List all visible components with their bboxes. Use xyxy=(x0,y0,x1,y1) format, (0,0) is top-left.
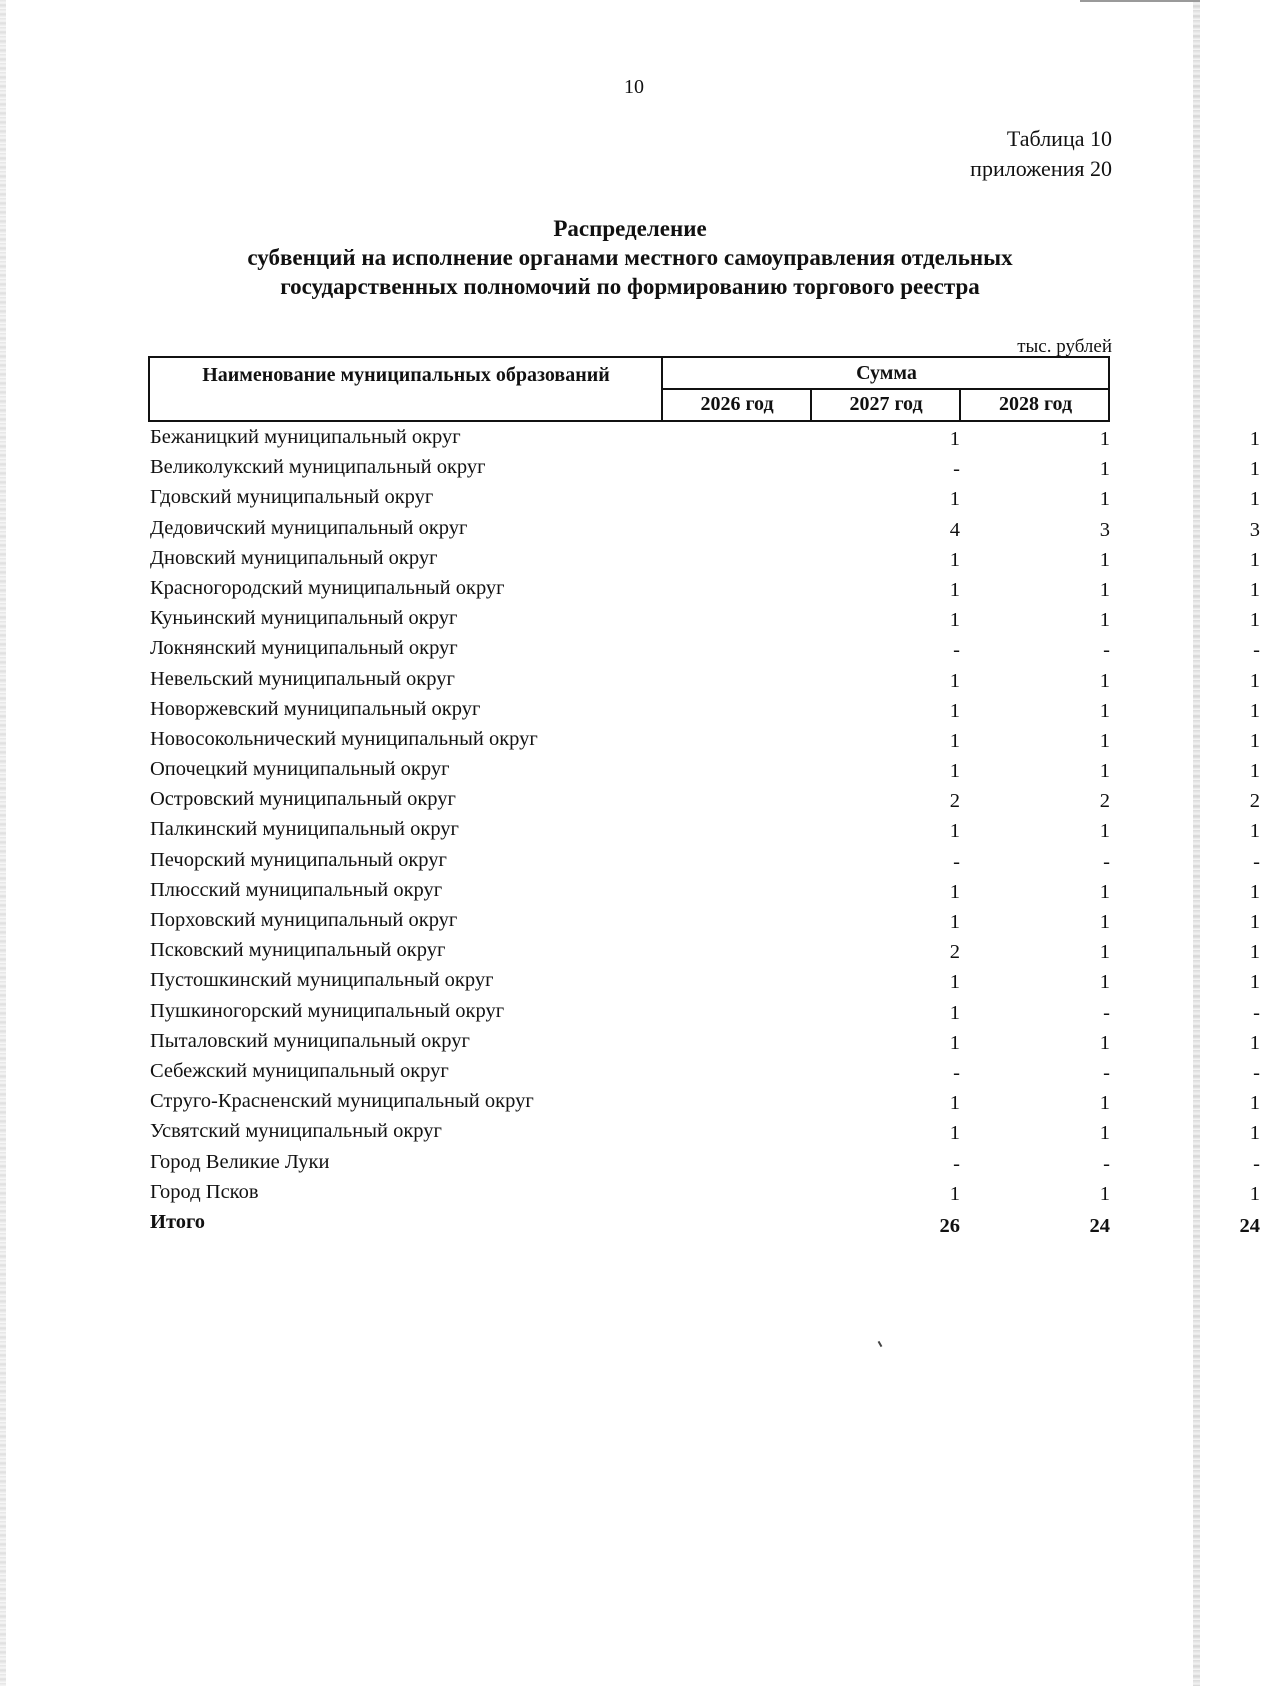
value-2027: 1 xyxy=(1099,1122,1110,1145)
value-2027: - xyxy=(1103,1152,1110,1175)
value-2027: 1 xyxy=(1099,971,1110,994)
value-2028: 1 xyxy=(1249,488,1260,511)
value-2027: 1 xyxy=(1099,428,1110,450)
table-row xyxy=(148,814,1260,844)
value-2026: 1 xyxy=(949,880,960,903)
value-2027: 1 xyxy=(1099,880,1110,903)
value-2028: - xyxy=(1253,639,1260,662)
table-row xyxy=(148,1056,1260,1086)
page-number: 10 xyxy=(624,76,644,98)
table-row xyxy=(148,845,1260,875)
table-row xyxy=(148,1026,1260,1056)
municipality-name: Плюсский муниципальный округ xyxy=(150,878,443,901)
value-2028: 1 xyxy=(1249,760,1260,783)
value-2028: - xyxy=(1253,1152,1260,1175)
value-2026: 1 xyxy=(949,1122,960,1145)
units-label: тыс. рублей xyxy=(1017,336,1112,357)
value-2026: 1 xyxy=(949,1182,960,1205)
total-2027: 24 xyxy=(1089,1214,1110,1237)
value-2027: 1 xyxy=(1099,1182,1110,1205)
value-2027: 1 xyxy=(1099,669,1110,692)
municipality-name: Пушкиногорский муниципальный округ xyxy=(150,999,505,1022)
municipality-name: Дедовичский муниципальный округ xyxy=(150,516,468,539)
header-year-2028: 2028 год xyxy=(959,388,1110,420)
municipality-name: Пыталовский муниципальный округ xyxy=(150,1029,470,1052)
title-line-1: Распределение xyxy=(553,216,707,241)
scan-edge-top xyxy=(1080,0,1200,2)
scan-speck xyxy=(878,1341,883,1347)
document-title xyxy=(150,214,1110,301)
header-year-2026: 2026 год xyxy=(661,388,811,420)
value-2026: 2 xyxy=(949,941,960,964)
table-row xyxy=(148,573,1260,603)
table-row xyxy=(148,754,1260,784)
table-row xyxy=(148,965,1260,995)
value-2028: 1 xyxy=(1249,428,1260,450)
table-row xyxy=(148,724,1260,754)
municipality-name: Палкинский муниципальный округ xyxy=(150,818,459,841)
table-row xyxy=(148,664,1260,694)
header-municipality-name: Наименование муниципальных образований xyxy=(202,364,610,386)
table-row xyxy=(148,905,1260,935)
municipality-name: Опочецкий муниципальный округ xyxy=(150,758,450,781)
title-line-3: государственных полномочий по формированию торгового реестра xyxy=(280,274,980,299)
value-2026: 1 xyxy=(949,669,960,692)
municipality-name: Красногородский муниципальный округ xyxy=(150,576,505,599)
value-2027: 3 xyxy=(1099,518,1110,541)
municipality-name: Островский муниципальный округ xyxy=(150,788,456,811)
value-2028: 1 xyxy=(1249,1122,1260,1145)
value-2028: 1 xyxy=(1249,820,1260,843)
value-2026: 1 xyxy=(949,1001,960,1024)
value-2027: 1 xyxy=(1099,941,1110,964)
value-2026: 1 xyxy=(949,488,960,511)
value-2026: 1 xyxy=(949,820,960,843)
table-total-row xyxy=(148,1207,1260,1237)
value-2028: 1 xyxy=(1249,548,1260,571)
value-2026: 1 xyxy=(949,1031,960,1054)
value-2026: 1 xyxy=(949,609,960,632)
value-2027: - xyxy=(1103,850,1110,873)
total-2028: 24 xyxy=(1239,1214,1260,1237)
municipality-name: Дновский муниципальный округ xyxy=(150,546,438,569)
value-2026: 2 xyxy=(949,790,960,813)
value-2026: 1 xyxy=(949,578,960,601)
value-2026: 1 xyxy=(949,428,960,450)
value-2028: 1 xyxy=(1249,971,1260,994)
value-2028: - xyxy=(1253,1061,1260,1084)
value-2027: 1 xyxy=(1099,911,1110,933)
municipality-name: Усвятский муниципальный округ xyxy=(150,1120,442,1143)
table-row xyxy=(148,1177,1260,1207)
table-row xyxy=(148,422,1260,452)
value-2027: 2 xyxy=(1099,790,1110,813)
table-body xyxy=(148,422,1260,1237)
table-row xyxy=(148,452,1260,482)
value-2028: 1 xyxy=(1249,880,1260,903)
table-row xyxy=(148,543,1260,573)
value-2027: 1 xyxy=(1099,1092,1110,1115)
value-2026: 1 xyxy=(949,971,960,994)
value-2028: 1 xyxy=(1249,578,1260,601)
value-2027: 1 xyxy=(1099,729,1110,752)
value-2028: - xyxy=(1253,1001,1260,1024)
value-2026: - xyxy=(953,1061,960,1084)
scan-edge-right xyxy=(1193,0,1200,1686)
value-2027: 1 xyxy=(1099,699,1110,722)
value-2028: 1 xyxy=(1249,1031,1260,1054)
value-2028: 1 xyxy=(1249,729,1260,752)
municipality-name: Город Псков xyxy=(150,1180,259,1203)
municipality-name: Себежский муниципальный округ xyxy=(150,1059,449,1082)
value-2028: 1 xyxy=(1249,1092,1260,1115)
table-row xyxy=(148,875,1260,905)
municipality-name: Куньинский муниципальный округ xyxy=(150,607,458,630)
value-2028: 1 xyxy=(1249,1182,1260,1205)
table-row xyxy=(148,513,1260,543)
municipality-name: Бежаницкий муниципальный округ xyxy=(150,426,461,448)
municipality-name: Невельский муниципальный округ xyxy=(150,667,455,690)
table-row xyxy=(148,1086,1260,1116)
value-2027: 1 xyxy=(1099,488,1110,511)
municipality-name: Пустошкинский муниципальный округ xyxy=(150,969,494,992)
value-2026: 1 xyxy=(949,760,960,783)
municipality-name: Город Великие Луки xyxy=(150,1150,330,1173)
municipality-name: Гдовский муниципальный округ xyxy=(150,486,434,509)
value-2028: 1 xyxy=(1249,458,1260,481)
municipality-name: Великолукский муниципальный округ xyxy=(150,456,486,479)
value-2026: 1 xyxy=(949,1092,960,1115)
value-2028: 1 xyxy=(1249,911,1260,933)
value-2026: - xyxy=(953,458,960,481)
header-sum: Сумма xyxy=(661,358,1110,390)
value-2027: - xyxy=(1103,1061,1110,1084)
value-2027: 1 xyxy=(1099,1031,1110,1054)
municipality-name: Новоржевский муниципальный округ xyxy=(150,697,481,720)
municipality-name: Псковский муниципальный округ xyxy=(150,939,446,962)
header-year-2027: 2027 год xyxy=(810,388,960,420)
municipality-name: Порховский муниципальный округ xyxy=(150,909,458,931)
value-2027: 1 xyxy=(1099,458,1110,481)
value-2028: 3 xyxy=(1249,518,1260,541)
value-2026: - xyxy=(953,850,960,873)
table-row xyxy=(148,633,1260,663)
value-2028: 1 xyxy=(1249,609,1260,632)
municipality-name: Новосокольнический муниципальный округ xyxy=(150,727,538,750)
title-line-2: субвенций на исполнение органами местного самоуправления отдельных xyxy=(247,245,1013,270)
total-label: Итого xyxy=(150,1210,206,1233)
table-caption xyxy=(970,124,1112,184)
municipality-name: Локнянский муниципальный округ xyxy=(150,637,458,660)
table-row xyxy=(148,935,1260,965)
value-2028: - xyxy=(1253,850,1260,873)
value-2026: - xyxy=(953,639,960,662)
value-2026: - xyxy=(953,1152,960,1175)
value-2027: 1 xyxy=(1099,609,1110,632)
value-2027: 1 xyxy=(1099,578,1110,601)
table-row xyxy=(148,1147,1260,1177)
scan-edge-left xyxy=(0,0,6,1686)
total-2026: 26 xyxy=(939,1214,960,1237)
value-2026: 1 xyxy=(949,729,960,752)
table-header xyxy=(148,356,1110,422)
table-row xyxy=(148,603,1260,633)
value-2026: 1 xyxy=(949,911,960,933)
value-2027: - xyxy=(1103,639,1110,662)
table-row xyxy=(148,694,1260,724)
caption-line-1: Таблица 10 xyxy=(1006,126,1112,151)
value-2026: 4 xyxy=(949,518,960,541)
table-row xyxy=(148,784,1260,814)
value-2026: 1 xyxy=(949,548,960,571)
table-row xyxy=(148,1116,1260,1146)
value-2027: 1 xyxy=(1099,548,1110,571)
value-2028: 1 xyxy=(1249,699,1260,722)
table-row xyxy=(148,482,1260,512)
caption-line-2: приложения 20 xyxy=(970,156,1112,181)
municipality-name: Печорский муниципальный округ xyxy=(150,848,447,871)
municipality-name: Струго-Красненский муниципальный округ xyxy=(150,1090,534,1113)
value-2028: 1 xyxy=(1249,941,1260,964)
value-2027: 1 xyxy=(1099,760,1110,783)
table-row xyxy=(148,996,1260,1026)
value-2028: 2 xyxy=(1249,790,1260,813)
value-2028: 1 xyxy=(1249,669,1260,692)
value-2026: 1 xyxy=(949,699,960,722)
value-2027: - xyxy=(1103,1001,1110,1024)
value-2027: 1 xyxy=(1099,820,1110,843)
